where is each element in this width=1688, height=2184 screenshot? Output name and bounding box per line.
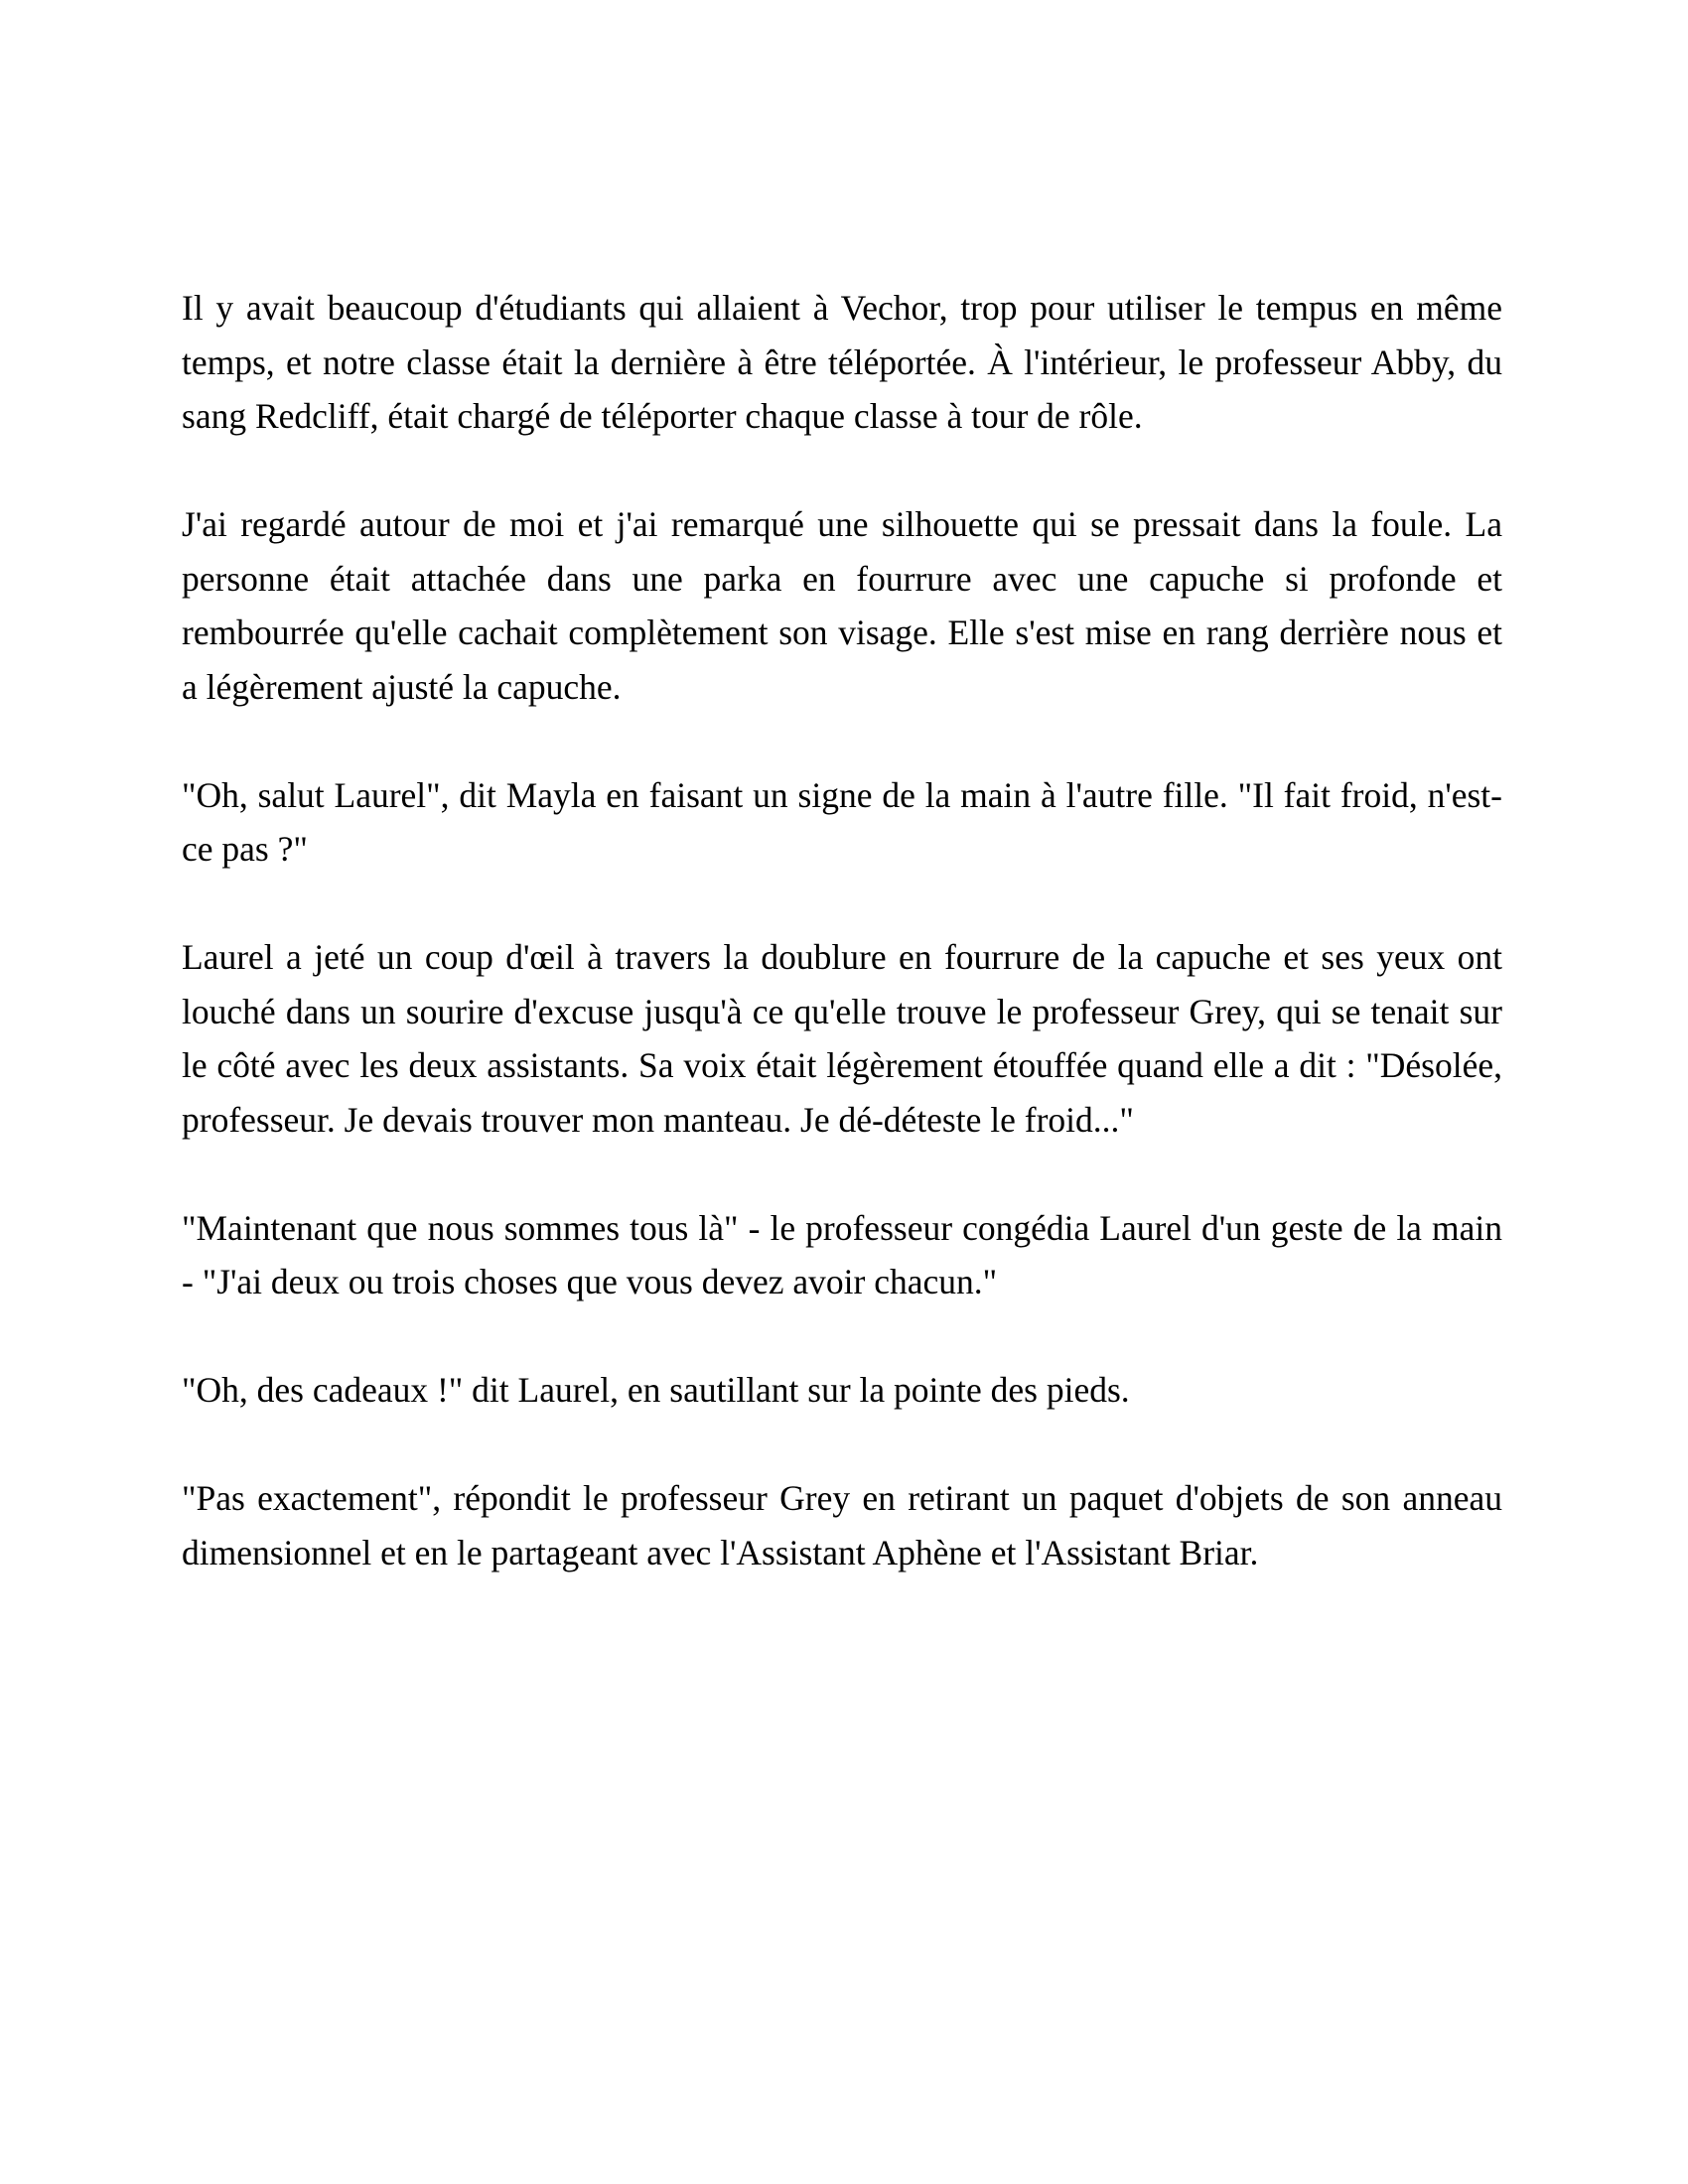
document-page bbox=[182, 281, 1502, 1634]
paragraph-4: Laurel a jeté un coup d'œil à travers la doublure en fourrure de la capuche et ses yeux ont louché dans un sourire d'excuse jusqu'à ce qu'elle trouve le professeur Grey, qui se tenait sur le côté avec les deux assistants. Sa voix était légèrement étouffée quand elle a dit : "Désolée, professeur. Je devais trouver mon manteau. Je dé-déteste le froid..." bbox=[182, 937, 1502, 1140]
paragraph-3: "Oh, salut Laurel", dit Mayla en faisant un signe de la main à l'autre fille. "Il fait froid, n'est-ce pas ?" bbox=[182, 774, 1502, 869]
paragraph-1: Il y avait beaucoup d'étudiants qui allaient à Vechor, trop pour utiliser le tempus en même temps, et notre classe était la dernière à être téléportée. À l'intérieur, le professeur Abby, du sang Redcliff, était chargé de téléporter chaque classe à tour de rôle. bbox=[182, 288, 1502, 436]
paragraph-6: "Oh, des cadeaux !" dit Laurel, en sautillant sur la pointe des pieds. bbox=[182, 1370, 1130, 1410]
paragraph-2: J'ai regardé autour de moi et j'ai remarqué une silhouette qui se pressait dans la foule. La personne était attachée dans une parka en fourrure avec une capuche si profonde et rembourrée qu'elle cachait complètement son visage. Elle s'est mise en rang derrière nous et a légèrement ajusté la capuche. bbox=[182, 504, 1502, 707]
paragraph-5: "Maintenant que nous sommes tous là" - le professeur congédia Laurel d'un geste de la main - "J'ai deux ou trois choses que vous devez avoir chacun." bbox=[182, 1207, 1502, 1301]
paragraph-7: "Pas exactement", répondit le professeur Grey en retirant un paquet d'objets de son anneau dimensionnel et en le partageant avec l'Assistant Aphène et l'Assistant Briar. bbox=[182, 1478, 1502, 1572]
